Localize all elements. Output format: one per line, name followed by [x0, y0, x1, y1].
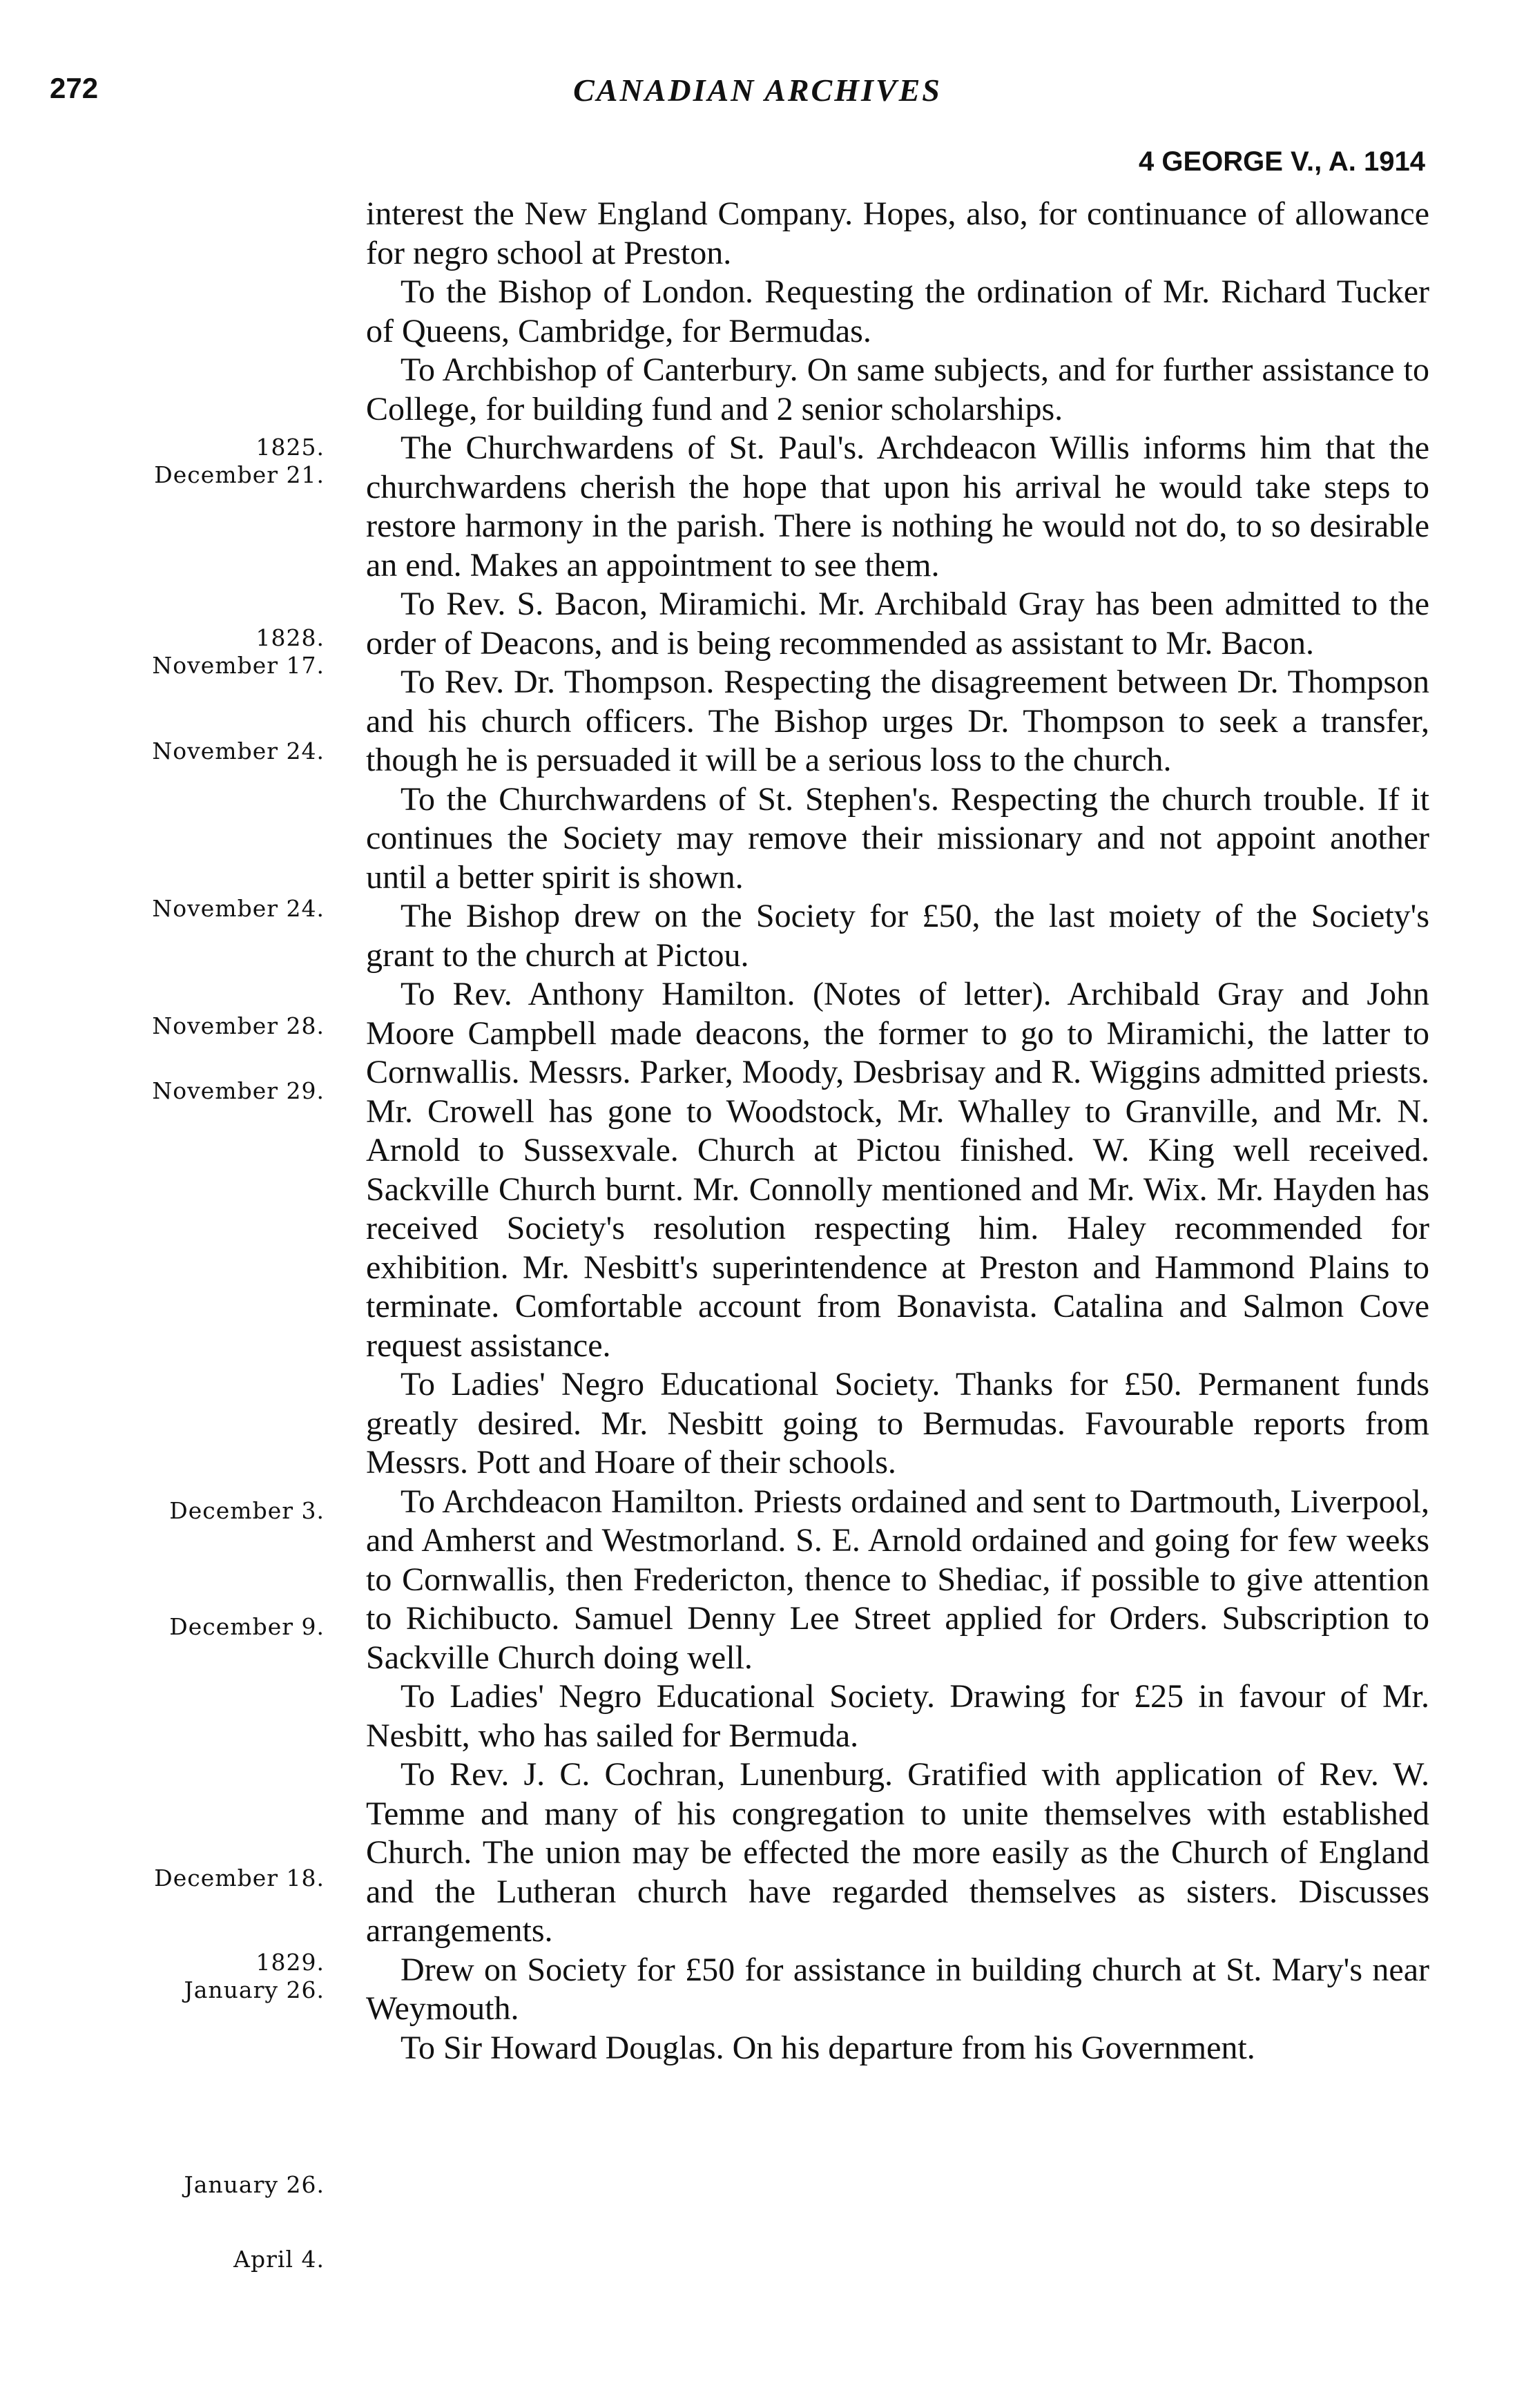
- margin-date: [152, 1077, 325, 1105]
- margin-date: [184, 2171, 325, 2199]
- entry-paragraph: To Archdeacon Hamilton. Priests ordained and sent to Dartmouth, Liverpool, and Amherst and Westmorland. S. E. Arnold ordained and going for few weeks to Cornwallis, then Fredericton, thence to Shediac, if possible to give attention to Richibucto. Samuel Denny Lee Street applied for Orders. Subscription to Sackville Church doing well.: [366, 1483, 1429, 1676]
- entry-paragraph: To the Churchwardens of St. Stephen's. Respecting the church trouble. If it continues the Society may remove their missionary and not appoint another until a better spirit is shown.: [366, 780, 1429, 896]
- margin-date: [152, 895, 325, 923]
- margin-year: 1829.: [255, 1949, 325, 1976]
- margin-day: November 24.: [152, 895, 325, 922]
- regnal-year: 4 GEORGE V., A. 1914: [1138, 146, 1425, 177]
- entry-paragraph: To Rev. S. Bacon, Miramichi. Mr. Archibald Gray has been admitted to the order of Deacons, and is being recommended as assistant to Mr. Bacon.: [366, 586, 1429, 662]
- entry-paragraph: To Ladies' Negro Educational Society. Thanks for £50. Permanent funds greatly desired. Mr. Nesbitt going to Bermudas. Favourable reports from Messrs. Pott and Hoare of their schools.: [366, 1366, 1429, 1481]
- entry-paragraph: To the Bishop of London. Requesting the ordination of Mr. Richard Tucker of Queens, Cambridge, for Bermudas.: [366, 273, 1429, 349]
- margin-date: [152, 1012, 325, 1040]
- margin-year: 1828.: [255, 624, 325, 651]
- entry-paragraph: To Ladies' Negro Educational Society. Drawing for £25 in favour of Mr. Nesbitt, who has sailed for Bermuda.: [366, 1678, 1429, 1754]
- entry-paragraph: To Rev. Dr. Thompson. Respecting the disagreement between Dr. Thompson and his church officers. The Bishop urges Dr. Thompson to seek a transfer, though he is persuaded it will be a serious loss to the church.: [366, 664, 1429, 778]
- entry-paragraph: To Archbishop of Canterbury. On same subjects, and for further assistance to College, for building fund and 2 senior scholarships.: [366, 351, 1429, 427]
- margin-date: [169, 1497, 325, 1525]
- margin-date: [152, 624, 325, 680]
- margin-date: [152, 738, 325, 765]
- entry-paragraph: To Sir Howard Douglas. On his departure from his Government.: [401, 2029, 1255, 2066]
- entry-paragraph: To Rev. J. C. Cochran, Lunenburg. Gratified with application of Rev. W. Temme and many of his congregation to unite themselves with established Church. The union may be effected the more easily as the Church of England and the Lutheran church have regarded themselves as sisters. Discusses arrangements.: [366, 1756, 1429, 1949]
- margin-day: December 9.: [169, 1613, 325, 1640]
- entry-paragraph: interest the New England Company. Hopes, also, for continuance of allowance for negro school at Preston.: [366, 195, 1429, 271]
- margin-day: November 28.: [152, 1012, 325, 1039]
- margin-year: 1825.: [255, 434, 325, 461]
- margin-day: November 24.: [152, 738, 325, 764]
- margin-date: [233, 2246, 325, 2273]
- margin-date: [169, 1613, 325, 1641]
- margin-day: November 17.: [152, 652, 325, 679]
- entry-paragraph: The Churchwardens of St. Paul's. Archdeacon Willis informs him that the churchwardens cherish the hope that upon his arrival he would take steps to restore harmony in the parish. There is nothing he would not do, to so desirable an end. Makes an appointment to see them.: [366, 430, 1429, 584]
- letter-entries: [366, 195, 1429, 2068]
- running-title: CANADIAN ARCHIVES: [573, 73, 942, 108]
- entry-paragraph: The Bishop drew on the Society for £50, the last moiety of the Society's grant to the church at Pictou.: [366, 898, 1429, 974]
- margin-date: [184, 1949, 325, 2004]
- entry-paragraph: To Rev. Anthony Hamilton. (Notes of letter). Archibald Gray and John Moore Campbell made deacons, the former to go to Miramichi, the latter to Cornwallis. Messrs. Parker, Moody, Desbrisay and R. Wiggins admitted priests. Mr. Crowell has gone to Woodstock, Mr. Whalley to Granville, and Mr. N. Arnold to Sussexvale. Church at Pictou finished. W. King well received. Sackville Church burnt. Mr. Connolly mentioned and Mr. Wix. Mr. Hayden has received Society's resolution respecting him. Haley recommended for exhibition. Mr. Nesbitt's superintendence at Preston and Hammond Plains to terminate. Comfortable account from Bonavista. Catalina and Salmon Cove request assistance.: [366, 976, 1429, 1364]
- margin-day: December 21.: [154, 461, 325, 488]
- page-number: 272: [50, 72, 99, 104]
- margin-day: January 26.: [184, 1976, 325, 2003]
- margin-day: November 29.: [152, 1077, 325, 1104]
- margin-dates: [0, 0, 325, 2408]
- margin-day: January 26.: [184, 2171, 325, 2198]
- margin-day: December 3.: [169, 1497, 325, 1524]
- entry-paragraph: Drew on Society for £50 for assistance in building church at St. Mary's near Weymouth.: [366, 1951, 1429, 2027]
- margin-date: [154, 1865, 325, 1892]
- margin-day: April 4.: [233, 2246, 325, 2273]
- margin-date: [154, 434, 325, 489]
- margin-day: December 18.: [154, 1865, 325, 1891]
